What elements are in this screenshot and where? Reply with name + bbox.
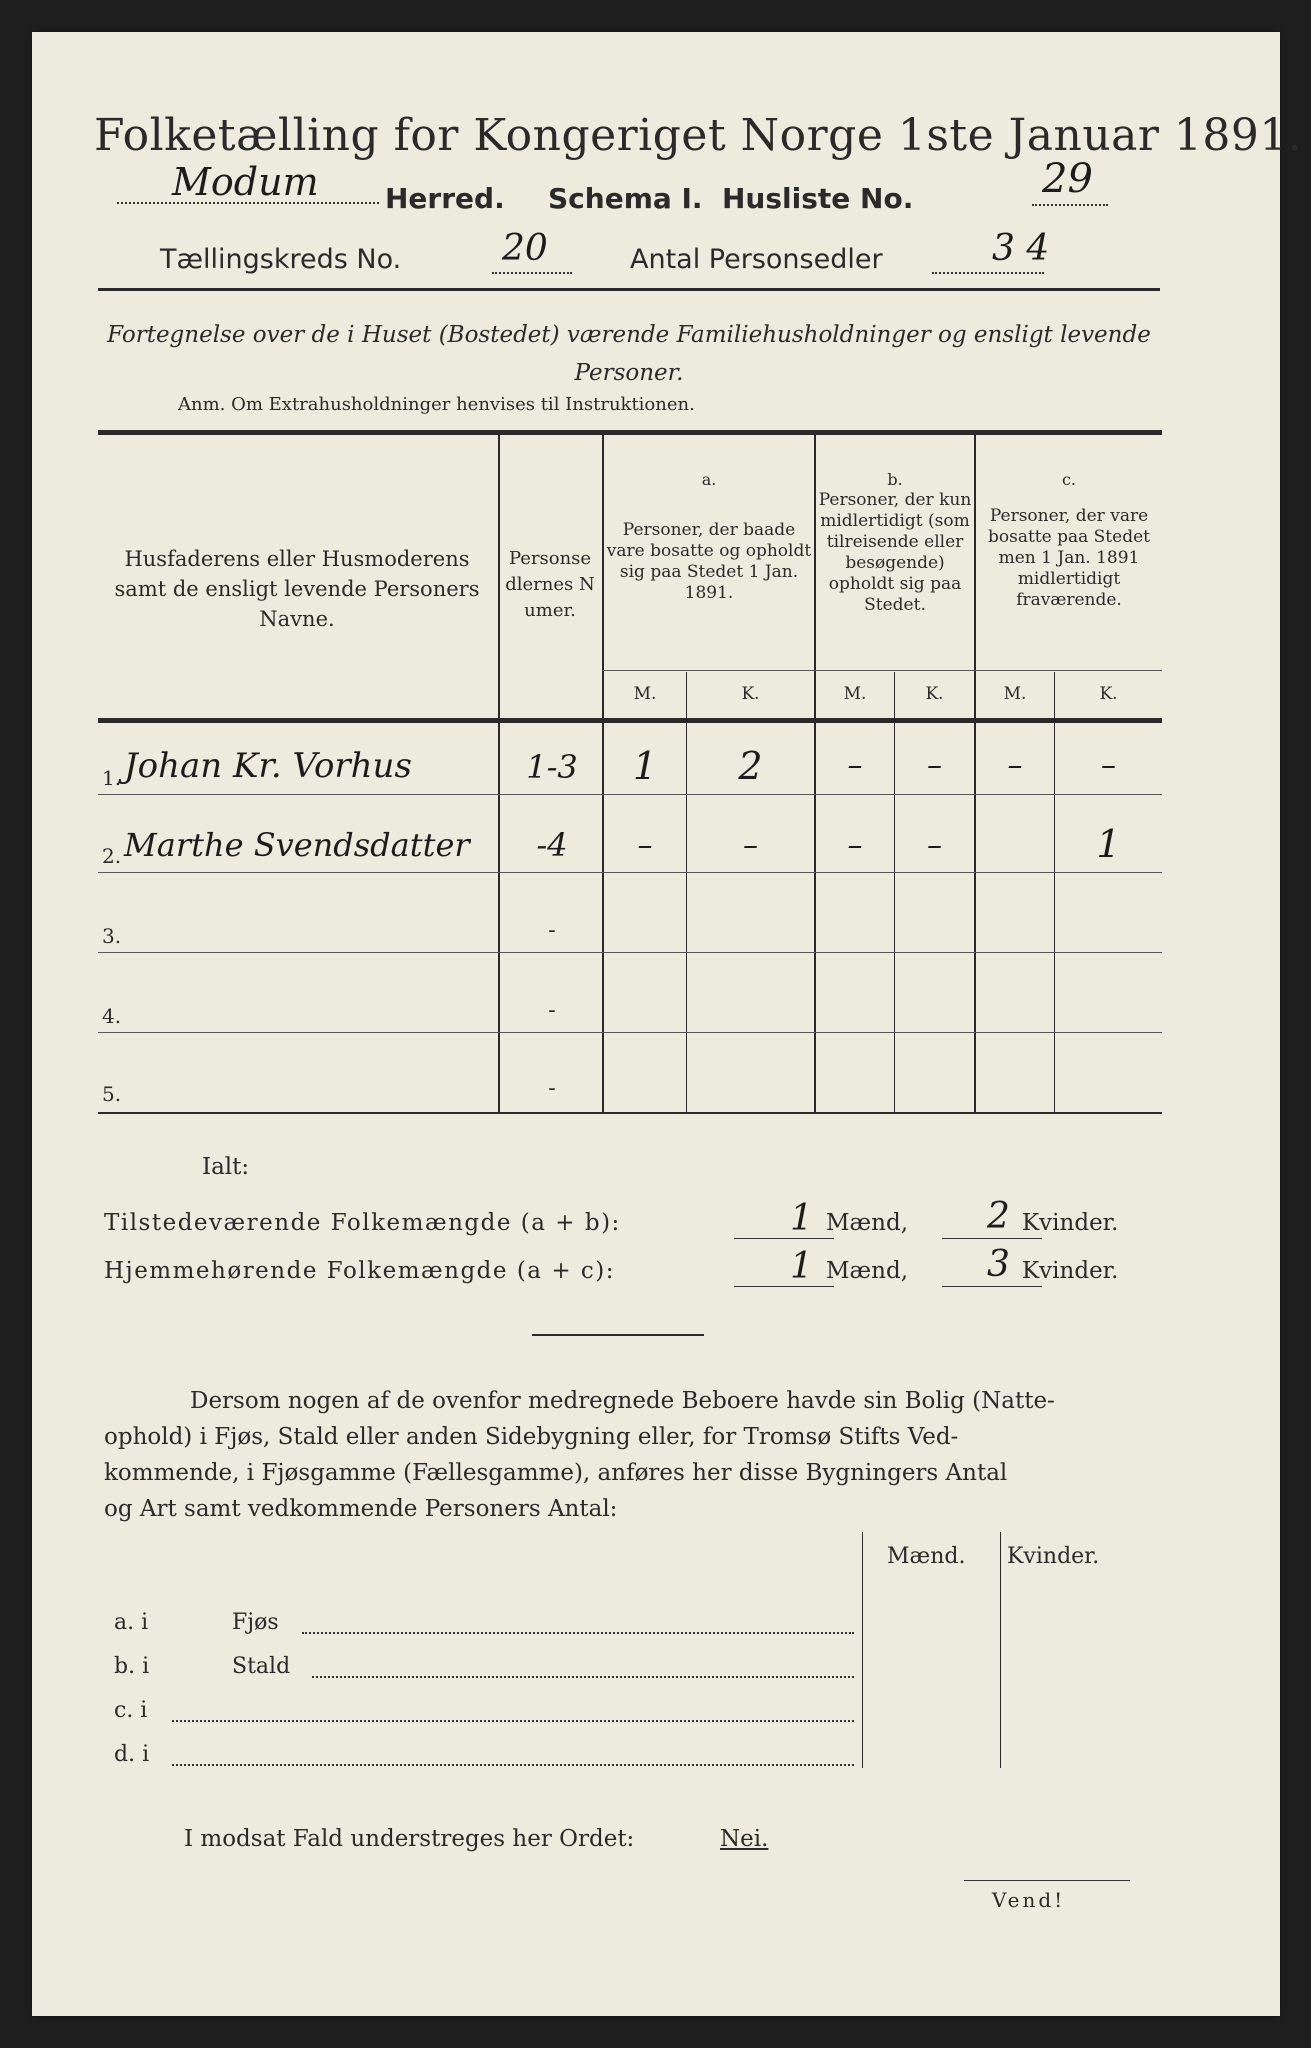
tilstede-kvinder-line bbox=[942, 1238, 1042, 1239]
husliste-underline bbox=[1032, 202, 1108, 206]
table-row-b-m: – bbox=[847, 828, 863, 863]
buildings-col-maend: Mænd. bbox=[887, 1544, 966, 1569]
table-header-rule bbox=[98, 718, 1162, 723]
vend-rule bbox=[964, 1880, 1130, 1881]
table-row-numer: -4 bbox=[536, 826, 568, 864]
col-name-header: Husfaderens eller Husmoderens samt de ensligt levende Personers Navne. bbox=[114, 547, 480, 631]
tilstede-kvinder-value: 2 bbox=[987, 1196, 1010, 1237]
table-row-number: 1. bbox=[102, 766, 122, 790]
hjemme-label: Hjemmehørende Folkemængde (a + c): bbox=[104, 1258, 615, 1284]
table-row-name: Marthe Svendsdatter bbox=[124, 826, 470, 864]
table-row-a-k: 2 bbox=[738, 744, 763, 788]
row-line-3 bbox=[98, 952, 1162, 953]
buildings-col-divider-2 bbox=[1000, 1532, 1001, 1768]
husliste-label: Husliste No. bbox=[722, 182, 914, 215]
table-top-rule bbox=[98, 430, 1162, 435]
table-row-b-m: – bbox=[847, 748, 863, 783]
col-divider-b-mk bbox=[894, 672, 895, 1113]
instruction-note: Anm. Om Extrahusholdninger henvises til Instruktionen. bbox=[178, 394, 695, 415]
buildings-row-dots bbox=[312, 1674, 854, 1678]
table-row-c-k: 1 bbox=[1096, 822, 1121, 866]
col-c-letter: c. bbox=[1061, 470, 1077, 489]
col-divider-c-mk bbox=[1054, 672, 1055, 1113]
col-b-header: Personer, der kun midlertidigt (som tilreisende eller besøgende) opholdt sig paa Stedet. bbox=[818, 490, 972, 615]
row-line-2 bbox=[98, 872, 1162, 873]
husliste-value: 29 bbox=[1042, 156, 1093, 202]
row-line-1 bbox=[98, 794, 1162, 795]
vend-text: Vend! bbox=[992, 1888, 1066, 1912]
tilstede-kvinder-word: Kvinder. bbox=[1022, 1210, 1119, 1236]
table-row-numer: 1-3 bbox=[526, 748, 578, 786]
hjemme-kvinder-value: 3 bbox=[987, 1244, 1010, 1285]
herred-label: Herred. bbox=[385, 182, 505, 215]
buildings-paragraph-4: og Art samt vedkommende Personers Antal: bbox=[104, 1496, 618, 1522]
b-k-label: K. bbox=[925, 684, 944, 704]
nei-word: Nei. bbox=[720, 1826, 769, 1852]
antal-value: 3 4 bbox=[992, 228, 1050, 269]
hjemme-maend-word: Mænd, bbox=[826, 1258, 909, 1284]
col-c-header: Personer, der vare bosatte paa Stedet men 1 Jan. 1891 midlertidigt fraværende. bbox=[988, 506, 1150, 610]
col-a-header: Personer, der baade vare bosatte og opholdt sig paa Stedet 1 Jan. 1891. bbox=[606, 520, 812, 603]
table-row-number: 3. bbox=[102, 924, 122, 948]
buildings-paragraph-2: ophold) i Fjøs, Stald eller anden Sidebygning eller, for Tromsø Stifts Ved- bbox=[104, 1424, 959, 1450]
hjemme-maend-value: 1 bbox=[790, 1246, 813, 1287]
taellingskreds-underline bbox=[492, 270, 572, 274]
modsat-text: I modsat Fald understreges her Ordet: bbox=[184, 1826, 635, 1852]
hjemme-kvinder-line bbox=[942, 1286, 1042, 1287]
tilstede-label: Tilstedeværende Folkemængde (a + b): bbox=[104, 1210, 621, 1236]
row-line-4 bbox=[98, 1032, 1162, 1033]
table-bottom-rule bbox=[98, 1112, 1162, 1114]
form-title: Folketælling for Kongeriget Norge 1ste Januar 1891. bbox=[94, 110, 1303, 161]
buildings-row-dots bbox=[302, 1630, 854, 1634]
taellingskreds-value: 20 bbox=[502, 228, 548, 269]
table-row-c-m: – bbox=[1007, 748, 1023, 783]
buildings-paragraph-1: Dersom nogen af de ovenfor medregnede Beboere havde sin Bolig (Natte- bbox=[190, 1388, 1055, 1414]
buildings-row-label: Stald bbox=[232, 1654, 291, 1679]
schema-label: Schema I. bbox=[548, 182, 703, 215]
buildings-row-prefix: b. i bbox=[114, 1654, 150, 1679]
table-row-number: 4. bbox=[102, 1004, 122, 1028]
table-row-numer: - bbox=[548, 918, 556, 943]
buildings-row-prefix: a. i bbox=[114, 1610, 149, 1635]
table-row-a-k: – bbox=[743, 828, 758, 863]
tilstede-maend-line bbox=[734, 1238, 834, 1239]
hjemme-kvinder-word: Kvinder. bbox=[1022, 1258, 1119, 1284]
antal-label: Antal Personsedler bbox=[630, 244, 883, 275]
section-divider bbox=[532, 1334, 704, 1336]
table-row-number: 5. bbox=[102, 1082, 122, 1106]
col-divider-1 bbox=[498, 435, 500, 1113]
census-form-page bbox=[32, 32, 1303, 2016]
table-row-a-m: 1 bbox=[632, 744, 658, 788]
buildings-row-label: Fjøs bbox=[232, 1610, 279, 1635]
table-row-b-k: – bbox=[927, 828, 942, 863]
table-row-number: 2. bbox=[102, 844, 122, 868]
b-m-label: M. bbox=[843, 684, 867, 704]
tilstede-maend-word: Mænd, bbox=[826, 1210, 909, 1236]
col-numer-header: Personsedlernes Numer. bbox=[505, 548, 595, 621]
tilstede-maend-value: 1 bbox=[790, 1198, 813, 1239]
table-row-name: Johan Kr. Vorhus bbox=[124, 746, 412, 786]
col-a-letter: a. bbox=[701, 470, 717, 489]
subtitle: Fortegnelse over de i Huset (Bostedet) værende Familiehusholdninger og ensligt levende Personer. bbox=[107, 322, 1151, 386]
a-m-label: M. bbox=[633, 684, 657, 704]
buildings-row-prefix: d. i bbox=[114, 1742, 150, 1767]
header-rule bbox=[98, 288, 1160, 291]
antal-underline bbox=[932, 270, 1044, 274]
mk-top-rule bbox=[602, 670, 1162, 671]
buildings-row-dots bbox=[172, 1762, 854, 1766]
table-row-c-k: – bbox=[1101, 748, 1116, 783]
table-row-a-m: – bbox=[637, 828, 653, 863]
col-b-letter: b. bbox=[887, 470, 903, 489]
table-row-b-k: – bbox=[927, 748, 942, 783]
buildings-col-divider-1 bbox=[862, 1532, 863, 1768]
buildings-row-prefix: c. i bbox=[114, 1698, 148, 1723]
table-row-numer: - bbox=[548, 998, 556, 1023]
a-k-label: K. bbox=[741, 684, 760, 704]
herred-value: Modum bbox=[172, 160, 319, 204]
table-row-numer: - bbox=[548, 1076, 556, 1101]
taellingskreds-label: Tællingskreds No. bbox=[160, 244, 402, 275]
buildings-paragraph-3: kommende, i Fjøsgamme (Fællesgamme), anføres her disse Bygningers Antal bbox=[104, 1460, 1008, 1486]
buildings-col-kvinder: Kvinder. bbox=[1007, 1544, 1100, 1569]
c-k-label: K. bbox=[1099, 684, 1118, 704]
buildings-row-dots bbox=[172, 1718, 854, 1722]
ialt-label: Ialt: bbox=[202, 1154, 250, 1180]
c-m-label: M. bbox=[1003, 684, 1027, 704]
hjemme-maend-line bbox=[734, 1286, 834, 1287]
col-divider-a-mk bbox=[686, 672, 687, 1113]
